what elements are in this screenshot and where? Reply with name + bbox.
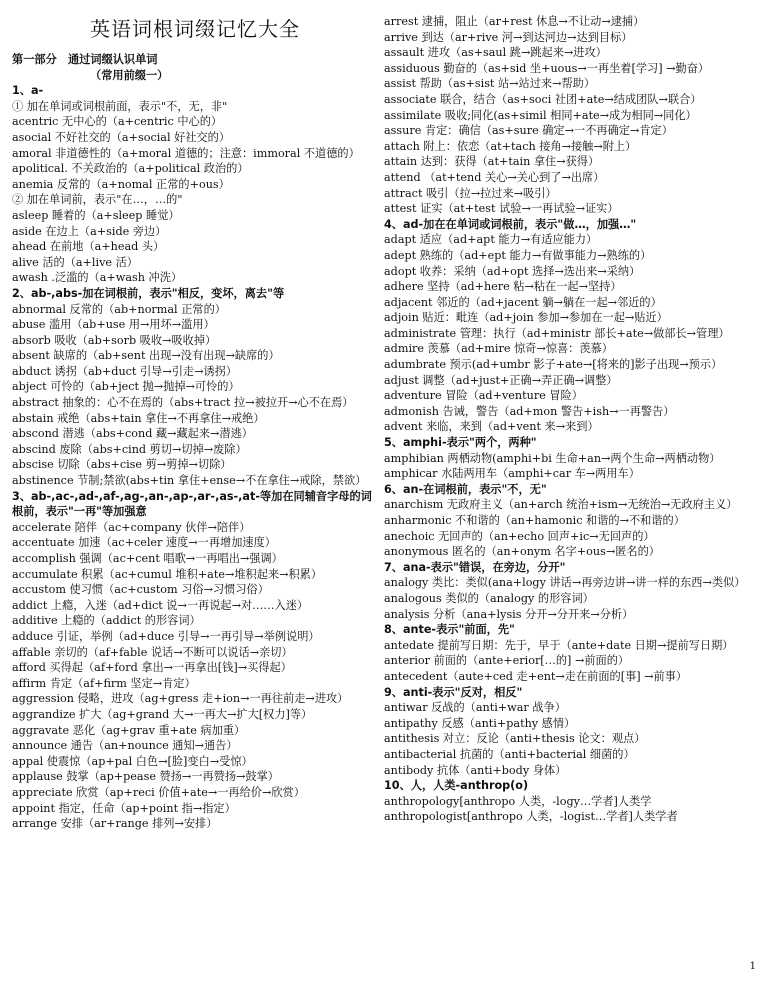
vocab-entry: affirm 肯定（af+firm 坚定→肯定） [12, 676, 196, 690]
vocab-entry: alive 活的（a+live 活） [12, 255, 138, 269]
vocab-entry: accelerate 陪伴（ac+company 伙伴→陪伴） [12, 520, 251, 534]
vocab-entry: anharmonic 不和谐的（an+hamonic 和谐的→不和谐的） [384, 514, 685, 527]
vocab-entry: abnormal 反常的（ab+normal 正常的） [12, 302, 226, 316]
vocab-entry: antecedent（aute+ced 走+ent→走在前面的[事] →前事） [384, 669, 688, 683]
vocab-entry: ahead 在前地（a+head 头） [12, 240, 165, 254]
vocab-entry: arrange 安排（ar+range 排列→安排） [12, 817, 218, 831]
vocab-entry: absorb 吸收（ab+sorb 吸收→吸收掉） [12, 333, 217, 347]
page-number: 1 [749, 961, 756, 972]
vocab-entry: amphicar 水陆两用车（amphi+car 车→两用车） [384, 467, 640, 481]
vocab-entry: analogy 类比：类似(ana+logy 讲话→再旁边讲→讲一样的东西→类似） [384, 576, 746, 590]
vocab-entry: anechoic 无回声的（an+echo 回声+ic→无回声的） [384, 529, 655, 543]
vocab-entry: accustom 使习惯（ac+custom 习俗→习惯习俗） [12, 583, 269, 597]
section-heading: 3、ab-,ac-,ad-,af-,ag-,an-,ap-,ar-,as-,at-等加在同辅音字母的词根前，表示"一再"等加强意 [12, 489, 372, 519]
vocab-entry: antibody 抗体（anti+body 身体） [384, 763, 567, 777]
vocab-entry: adjust 调整（ad+just+正确→弄正确→调整） [384, 373, 618, 387]
vocab-entry: adventure 冒险（ad+venture 冒险） [384, 389, 583, 403]
vocab-entry: antithesis 对立：反论（anti+thesis 论文：观点） [384, 732, 646, 746]
vocab-entry: amphibian 两栖动物(amphi+bi 生命+an→两个生命→两栖动物） [384, 451, 721, 465]
vocab-entry: assure 肯定：确信（as+sure 确定→一不再确定→肯定） [384, 124, 673, 138]
vocab-entry: abstract 抽象的：心不在焉的（abs+tract 拉→被拉开→心不在焉） [12, 396, 354, 410]
vocab-entry: adjoin 贴近：毗连（ad+join 参加→参加在一起→贴近） [384, 311, 668, 325]
vocab-entry: anthropologist[anthropo 人类，-logist…学者]人类学者 [384, 810, 678, 824]
vocab-entry: antipathy 反感（anti+pathy 感情） [384, 716, 576, 730]
vocab-entry: additive 上瘾的（addict 的形容词） [12, 614, 201, 628]
vocab-entry: attend （at+tend 关心→关心到了→出席） [384, 170, 605, 184]
vocab-entry: aggravate 恶化（ag+grav 重+ate 病加重） [12, 723, 246, 737]
vocab-entry: appreciate 欣赏（ap+reci 价值+ate→一再给价→欣赏） [12, 785, 305, 799]
vocab-entry: absent 缺席的（ab+sent 出现→没有出现→缺席的） [12, 349, 280, 363]
vocab-entry: awash .泛滥的（a+wash 冲洗） [12, 271, 183, 285]
right-entries [384, 14, 756, 825]
vocab-entry: anthropology[anthropo 人类，-logy…学者]人类学 [384, 794, 652, 808]
vocab-entry: antibacterial 抗菌的（anti+bacterial 细菌的） [384, 747, 635, 761]
vocab-entry: analogous 类似的（analogy 的形容词） [384, 591, 594, 605]
vocab-entry: abuse 滥用（ab+use 用→用坏→滥用） [12, 318, 215, 332]
vocab-entry: adopt 收养：采纳（ad+opt 选择→选出来→采纳） [384, 264, 641, 278]
vocab-entry: antiwar 反战的（anti+war 战争） [384, 701, 566, 715]
vocab-entry: accumulate 积累（ac+cumul 堆积+ate→堆积起来→积累） [12, 567, 323, 581]
vocab-entry: adjacent 邻近的（ad+jacent 躺→躺在一起→邻近的） [384, 295, 662, 309]
vocab-entry: appal 使震惊（ap+pal 白色→[脸]变白→受惊） [12, 754, 253, 768]
section-heading: 9、anti-表示"反对，相反" [384, 685, 523, 699]
left-column [12, 14, 378, 832]
vocab-entry: aside 在边上（a+side 旁边） [12, 224, 167, 238]
vocab-entry: adumbrate 预示(ad+umbr 影子+ate→[将来的]影子出现→预示） [384, 358, 723, 372]
section-heading: 8、ante-表示"前面，先" [384, 623, 515, 637]
vocab-entry: admire 羡慕（ad+mire 惊奇→惊喜：羡慕） [384, 342, 613, 356]
section-heading: 2、ab-,abs-加在词根前，表示"相反，变坏，离去"等 [12, 286, 285, 300]
vocab-entry: adept 熟练的（ad+ept 能力→有做事能力→熟练的） [384, 248, 652, 262]
vocab-entry: appoint 指定，任命（ap+point 指→指定） [12, 801, 236, 815]
vocab-entry: adapt 适应（ad+apt 能力→有适应能力） [384, 233, 598, 247]
section-heading: 7、ana-表示"错误，在旁边，分开" [384, 560, 566, 574]
vocab-entry: assimilate 吸收;同化(as+simil 相同+ate→成为相同→同化） [384, 108, 697, 122]
vocab-entry: attach 附上：依恋（at+tach 接角→接触→附上） [384, 139, 637, 153]
vocab-entry: associate 联合，结合（as+soci 社团+ate→结成团队→联合） [384, 92, 702, 106]
vocab-entry: ② 加在单词前，表示"在…，…的" [12, 193, 183, 207]
section-heading: 6、an-在词根前，表示"不，无" [384, 482, 547, 496]
vocab-entry: arrest 逮捕，阻止（ar+rest 休息→不让动→逮捕） [384, 15, 645, 28]
vocab-entry: administrate 管理：执行（ad+ministr 部长+ate→做部长→管理） [384, 326, 730, 340]
vocab-entry: anemia 反常的（a+nomal 正常的+ous） [12, 177, 230, 191]
vocab-entry: attest 证实（at+test 试验→一再试验→证实） [384, 202, 619, 216]
vocab-entry: abscise 切除（abs+cise 剪→剪掉→切除） [12, 458, 232, 472]
vocab-entry: accomplish 强调（ac+cent 唱歌→一再唱出→强调） [12, 552, 283, 565]
vocab-entry: abscond 潜逃（abs+cond 藏→藏起来→潜逃） [12, 427, 253, 441]
vocab-entry: arrive 到达（ar+rive 河→到达河边→达到目标） [384, 30, 633, 44]
vocab-entry: abstain 戒绝（abs+tain 拿住→不再拿住→戒绝） [12, 411, 265, 425]
vocab-entry: adduce 引证，举例（ad+duce 引导→一再引导→举例说明） [12, 629, 320, 643]
vocab-entry: affable 亲切的（af+fable 说话→不断可以说话→亲切） [12, 645, 293, 659]
vocab-entry: asocial 不好社交的（a+social 好社交的） [12, 130, 231, 144]
part-subtitle: （常用前缀一） [90, 68, 169, 82]
vocab-entry: abstinence 节制;禁欲(abs+tin 拿住+ense→不在拿住→戒除，禁欲） [12, 474, 367, 488]
vocab-entry: afford 买得起（af+ford 拿出→一再拿出[钱]→买得起） [12, 661, 292, 675]
section-heading: 1、a- [12, 84, 44, 98]
section-heading: 10、人，人类-anthrop(o) [384, 779, 529, 793]
vocab-entry: admonish 告诫，警告（ad+mon 警告+ish→一再警告） [384, 404, 675, 418]
vocab-entry: addict 上瘾，入迷（ad+dict 说→一再说起→对……入迷） [12, 598, 309, 612]
vocab-entry: apolitical. 不关政治的（a+political 政治的） [12, 162, 249, 176]
vocab-entry: analysis 分析（ana+lysis 分开→分开来→分析） [384, 607, 634, 621]
vocab-entry: advent 来临，来到（ad+vent 来→来到） [384, 420, 599, 434]
vocab-entry: anonymous 匿名的（an+onym 名字+ous→匿名的） [384, 545, 660, 559]
vocab-entry: assault 进攻（as+saul 跳→跳起来→进攻） [384, 46, 607, 60]
vocab-entry: antedate 提前写日期：先于，早于（ante+date 日期→提前写日期） [384, 638, 734, 652]
vocab-entry: assiduous 勤奋的（as+sid 坐+uous→一再坐着[学习] →勤奋） [384, 61, 710, 75]
vocab-entry: ① 加在单词或词根前面，表示"不，无，非" [12, 99, 228, 113]
vocab-entry: anterior 前面的（ante+erior[…的] →前面的） [384, 654, 630, 668]
vocab-entry: abduct 诱拐（ab+duct 引导→引走→诱拐） [12, 364, 238, 378]
vocab-entry: abject 可怜的（ab+ject 抛→抛掉→可怜的） [12, 380, 240, 394]
vocab-entry: asleep 睡着的（a+sleep 睡觉） [12, 208, 180, 222]
vocab-entry: abscind 废除（abs+cind 剪切→切掉→废除） [12, 442, 247, 456]
vocab-entry: adhere 坚持（ad+here 粘→粘在一起→坚持） [384, 280, 622, 294]
part-title: 第一部分 通过词缀认识单词 [12, 53, 158, 66]
vocab-entry: acentric 无中心的（a+centric 中心的） [12, 115, 223, 129]
right-column [384, 14, 756, 825]
vocab-entry: anarchism 无政府主义（an+arch 统治+ism→无统治→无政府主义） [384, 498, 738, 512]
left-entries [12, 83, 378, 832]
vocab-entry: amoral 非道德性的（a+moral 道德的；注意：immoral 不道德的） [12, 146, 360, 160]
vocab-entry: attain 达到：获得（at+tain 拿住→获得） [384, 155, 600, 169]
document-title: 英语词根词缀记忆大全 [90, 17, 300, 41]
vocab-entry: assist 帮助（as+sist 站→站过来→帮助） [384, 77, 596, 91]
vocab-entry: aggrandize 扩大（ag+grand 大→一再大→扩大[权力]等） [12, 707, 313, 721]
vocab-entry: announce 通告（an+nounce 通知→通告） [12, 739, 238, 753]
section-heading: 4、ad-加在在单词或词根前，表示"做…，加强…" [384, 217, 637, 231]
vocab-entry: applause 鼓掌（ap+pease 赞扬→一再赞扬→鼓掌） [12, 770, 279, 784]
vocab-entry: accentuate 加速（ac+celer 速度→一再增加速度） [12, 536, 276, 550]
vocab-entry: attract 吸引（拉→拉过来→吸引） [384, 186, 557, 200]
vocab-entry: aggression 侵略，进攻（ag+gress 走+ion→一再往前走→进攻） [12, 692, 349, 706]
section-heading: 5、amphi-表示"两个，两种" [384, 436, 537, 450]
